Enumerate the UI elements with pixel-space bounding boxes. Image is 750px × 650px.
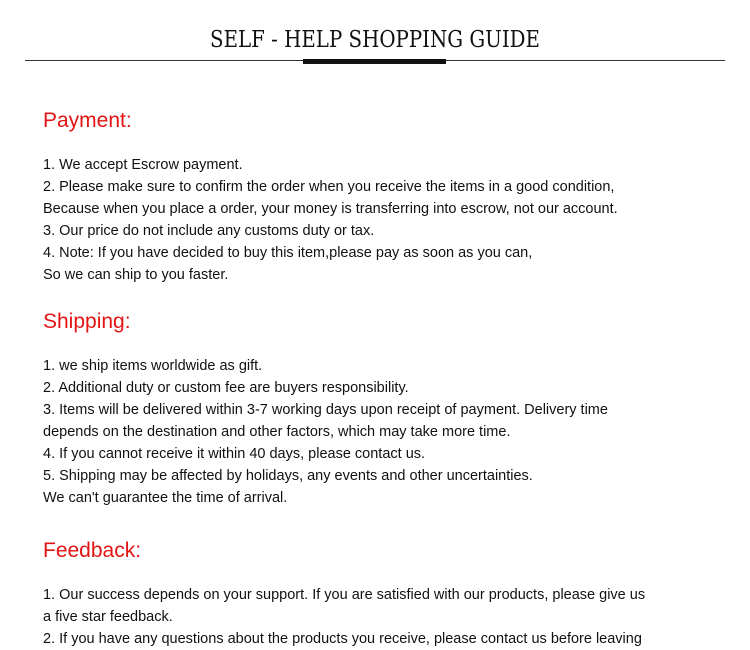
shipping-section xyxy=(43,309,723,509)
shipping-line: 1. we ship items worldwide as gift. xyxy=(43,358,263,374)
payment-line: 4. Note: If you have decided to buy this item,please pay as soon as you can, xyxy=(43,245,533,261)
payment-line: 2. Please make sure to confirm the order when you receive the items in a good condition, xyxy=(43,179,615,195)
payment-line: 3. Our price do not include any customs duty or tax. xyxy=(43,223,375,239)
shipping-line: We can't guarantee the time of arrival. xyxy=(43,490,288,506)
header-accent-bar xyxy=(303,59,446,64)
feedback-line: 2. If you have any questions about the products you receive, please contact us before leaving xyxy=(43,631,642,647)
payment-line: 1. We accept Escrow payment. xyxy=(43,157,243,173)
feedback-line: 1. Our success depends on your support. If you are satisfied with our products, please give us xyxy=(43,587,646,603)
shipping-line: 4. If you cannot receive it within 40 days, please contact us. xyxy=(43,446,426,462)
page-title: SELF - HELP SHOPPING GUIDE xyxy=(210,27,540,53)
payment-line: So we can ship to you faster. xyxy=(43,267,229,283)
shipping-line: depends on the destination and other factors, which may take more time. xyxy=(43,424,511,440)
shipping-heading: Shipping: xyxy=(43,310,131,333)
page-header xyxy=(0,0,750,70)
shipping-line: 3. Items will be delivered within 3-7 working days upon receipt of payment. Delivery time xyxy=(43,402,608,418)
shipping-lines xyxy=(43,355,723,509)
payment-heading: Payment: xyxy=(43,109,132,132)
feedback-heading: Feedback: xyxy=(43,539,142,562)
payment-lines xyxy=(43,154,723,286)
feedback-line: a five star feedback. xyxy=(43,609,173,625)
feedback-lines xyxy=(43,584,723,650)
feedback-section xyxy=(43,538,723,650)
shipping-line: 2. Additional duty or custom fee are buyers responsibility. xyxy=(43,380,409,396)
shipping-line: 5. Shipping may be affected by holidays, any events and other uncertainties. xyxy=(43,468,533,484)
payment-section xyxy=(43,108,723,286)
payment-line: Because when you place a order, your money is transferring into escrow, not our account. xyxy=(43,201,618,217)
